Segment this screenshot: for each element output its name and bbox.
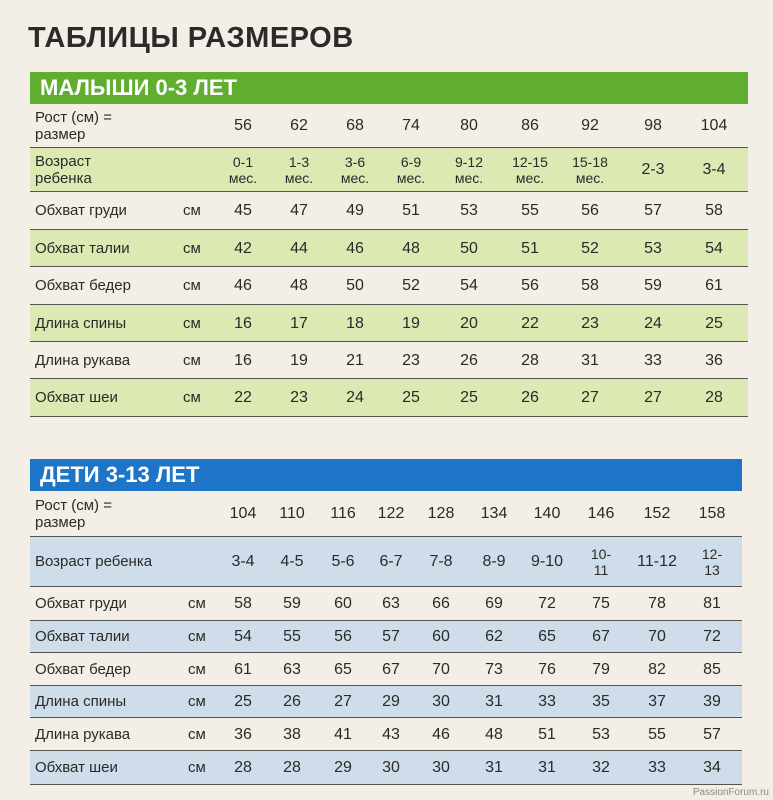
table-cell: 30 [432,759,450,776]
table-cell: 27 [581,389,599,406]
table-cell: 39 [703,693,721,710]
table-cell: 5-6 [331,553,355,570]
row-unit: см [188,628,206,645]
table-cell: 58 [705,202,723,219]
table-cell: 25 [402,389,420,406]
table-cell: 43 [382,725,400,743]
table-cell: 56 [334,628,352,645]
table-cell: 42 [234,239,252,257]
table-cell: 146 [587,505,615,522]
table-cell: 76 [538,660,556,678]
table-cell: 62 [485,628,503,645]
table-cell: 73 [485,660,503,678]
table-cell: 9-12 мес. [454,153,484,186]
table-cell: 33 [644,351,662,369]
table-cell: 9-10 [530,553,564,570]
table-cell: 78 [648,595,666,612]
table-cell: 48 [485,725,503,743]
table-cell: 104 [700,117,728,134]
table-cell: 7-8 [429,553,453,570]
table-cell: 81 [703,595,721,612]
table-cell: 44 [290,239,308,257]
table-cell: 59 [644,277,662,294]
table-cell: 41 [334,725,352,743]
row-label: Длина рукава [35,725,131,743]
table-row [30,686,742,718]
table-cell: 128 [427,505,455,522]
table-cell: 82 [648,660,666,678]
row-label: Рост (см) = размер [35,108,112,143]
table-cell: 16 [234,314,252,332]
row-label: Длина рукава [35,351,131,369]
row-label: Обхват шеи [35,759,118,776]
row-unit: см [183,239,201,257]
table-cell: 21 [346,351,364,369]
table-cell: 49 [346,202,364,219]
table-cell: 6-9 мес. [396,153,426,186]
table-cell: 70 [432,660,450,678]
table-cell: 12- 13 [701,545,723,578]
table-cell: 55 [283,628,301,645]
table-cell: 57 [703,725,721,743]
table-cell: 54 [460,277,478,294]
table-cell: 15-18 мес. [572,153,608,186]
table-cell: 45 [234,202,252,219]
table-cell: 3-4 [231,553,255,570]
table-cell: 30 [382,759,400,776]
table-cell: 56 [234,117,252,134]
table-cell: 23 [581,314,599,332]
table-cell: 31 [581,351,599,369]
table-cell: 134 [480,505,508,522]
row-unit: см [183,202,201,219]
table-row [30,267,748,305]
table-cell: 61 [234,660,252,678]
table-cell: 33 [538,693,556,710]
table-cell: 1-3 мес. [284,153,314,186]
table-cell: 29 [382,693,400,710]
table-row [30,491,742,537]
table-cell: 12-15 мес. [512,153,548,186]
table-cell: 34 [703,759,721,776]
table-row [30,379,748,417]
table-cell: 72 [703,628,721,645]
table-cell: 27 [334,693,352,710]
table-cell: 63 [382,595,400,612]
table-cell: 53 [460,202,478,219]
row-unit: см [183,351,201,369]
table-cell: 74 [402,117,420,134]
table-cell: 35 [592,693,610,710]
row-unit: см [188,595,206,612]
row-label: Возраст ребенка [35,553,153,570]
row-unit: см [188,759,206,776]
table-cell: 25 [460,389,478,406]
row-label: Обхват талии [35,628,130,645]
table-heading-kids: ДЕТИ 3-13 ЛЕТ [30,459,742,491]
row-label: Обхват шеи [35,389,118,406]
table-cell: 67 [592,628,610,645]
table-cell: 59 [283,595,301,612]
page-title: ТАБЛИЦЫ РАЗМЕРОВ [28,22,354,54]
table-row [30,148,748,192]
table-cell: 18 [346,314,364,332]
table-cell: 56 [581,202,599,219]
table-row [30,718,742,751]
table-cell: 26 [460,351,478,369]
row-label: Обхват бедер [35,660,131,678]
table-cell: 57 [382,628,400,645]
table-row [30,587,742,621]
table-cell: 26 [521,389,539,406]
table-cell: 16 [234,351,252,369]
table-cell: 6-7 [379,553,403,570]
table-cell: 0-1 мес. [228,153,258,186]
table-cell: 17 [290,314,308,332]
table-cell: 140 [533,505,561,522]
row-unit: см [188,693,206,710]
table-cell: 19 [402,314,420,332]
table-cell: 86 [521,117,539,134]
table-cell: 54 [705,239,723,257]
table-cell: 32 [592,759,610,776]
table-row [30,305,748,342]
table-cell: 110 [279,505,305,522]
table-cell: 23 [290,389,308,406]
table-cell: 75 [592,595,610,612]
table-cell: 116 [330,505,356,522]
table-cell: 33 [648,759,666,776]
table-cell: 46 [234,277,252,294]
row-label: Обхват бедер [35,277,131,294]
row-label: Длина спины [35,693,127,710]
table-cell: 70 [648,628,666,645]
table-cell: 92 [581,117,599,134]
table-cell: 28 [234,759,252,776]
row-unit: см [183,389,201,406]
table-cell: 80 [460,117,478,134]
table-cell: 3-6 мес. [340,153,370,186]
table-row [30,104,748,148]
table-cell: 11-12 [637,553,677,570]
row-label: Обхват груди [35,595,127,612]
table-cell: 55 [648,725,666,743]
table-cell: 25 [234,693,252,710]
table-cell: 28 [705,389,723,406]
table-cell: 58 [581,277,599,294]
table-cell: 67 [382,660,400,678]
table-cell: 51 [402,202,420,219]
table-cell: 31 [485,693,503,710]
table-cell: 28 [283,759,301,776]
table-cell: 51 [538,725,556,743]
table-cell: 54 [234,628,252,645]
table-cell: 48 [290,277,308,294]
table-cell: 60 [432,628,450,645]
table-cell: 46 [346,239,364,257]
row-label: Длина спины [35,314,127,332]
table-cell: 25 [705,314,723,332]
table-cell: 36 [705,351,723,369]
table-row [30,342,748,379]
table-cell: 31 [538,759,556,776]
table-cell: 20 [460,314,478,332]
table-cell: 10- 11 [590,545,612,578]
row-unit: см [183,277,201,294]
table-cell: 55 [521,202,539,219]
row-unit: см [188,660,206,678]
table-row [30,230,748,267]
watermark: PassionForum.ru [692,787,769,798]
table-cell: 98 [644,117,662,134]
table-cell: 61 [705,277,723,294]
table-cell: 122 [377,505,405,522]
table-cell: 62 [290,117,308,134]
table-row [30,192,748,230]
table-cell: 22 [234,389,252,406]
table-cell: 24 [346,389,364,406]
table-cell: 60 [334,595,352,612]
table-cell: 79 [592,660,610,678]
table-row [30,653,742,686]
table-cell: 48 [402,239,420,257]
table-heading-babies: МАЛЫШИ 0-3 ЛЕТ [30,72,748,104]
table-cell: 72 [538,595,556,612]
table-cell: 66 [432,595,450,612]
table-cell: 26 [283,693,301,710]
table-cell: 57 [644,202,662,219]
table-cell: 158 [698,505,726,522]
table-cell: 4-5 [280,553,304,570]
table-cell: 47 [290,202,308,219]
table-row [30,751,742,785]
table-cell: 2-3 [641,161,665,178]
row-label: Возраст ребенка [35,152,92,187]
table-cell: 8-9 [482,553,506,570]
table-cell: 69 [485,595,503,612]
table-cell: 65 [334,660,352,678]
table-cell: 104 [229,505,257,522]
table-cell: 46 [432,725,450,743]
table-cell: 22 [521,314,539,332]
table-cell: 152 [643,505,671,522]
table-cell: 65 [538,628,556,645]
table-cell: 19 [290,351,308,369]
row-unit: см [183,314,201,332]
table-cell: 36 [234,725,252,743]
table-cell: 29 [334,759,352,776]
table-cell: 50 [346,277,364,294]
table-cell: 52 [581,239,599,257]
table-cell: 53 [644,239,662,257]
table-cell: 58 [234,595,252,612]
table-cell: 30 [432,693,450,710]
table-cell: 23 [402,351,420,369]
table-cell: 85 [703,660,721,678]
table-cell: 68 [346,117,364,134]
table-cell: 38 [283,725,301,743]
row-label: Обхват талии [35,239,130,257]
table-cell: 51 [521,239,539,257]
table-cell: 28 [521,351,539,369]
table-cell: 24 [644,314,662,332]
table-row [30,537,742,587]
row-label: Обхват груди [35,202,127,219]
table-cell: 52 [402,277,420,294]
size-table-babies [30,104,748,417]
table-cell: 3-4 [702,161,726,178]
table-cell: 31 [485,759,503,776]
table-cell: 63 [283,660,301,678]
size-table-kids [30,491,742,785]
table-cell: 27 [644,389,662,406]
table-cell: 50 [460,239,478,257]
table-cell: 56 [521,277,539,294]
table-cell: 37 [648,693,666,710]
row-label: Рост (см) = размер [35,496,112,531]
row-unit: см [188,725,206,743]
table-cell: 53 [592,725,610,743]
table-row [30,621,742,653]
